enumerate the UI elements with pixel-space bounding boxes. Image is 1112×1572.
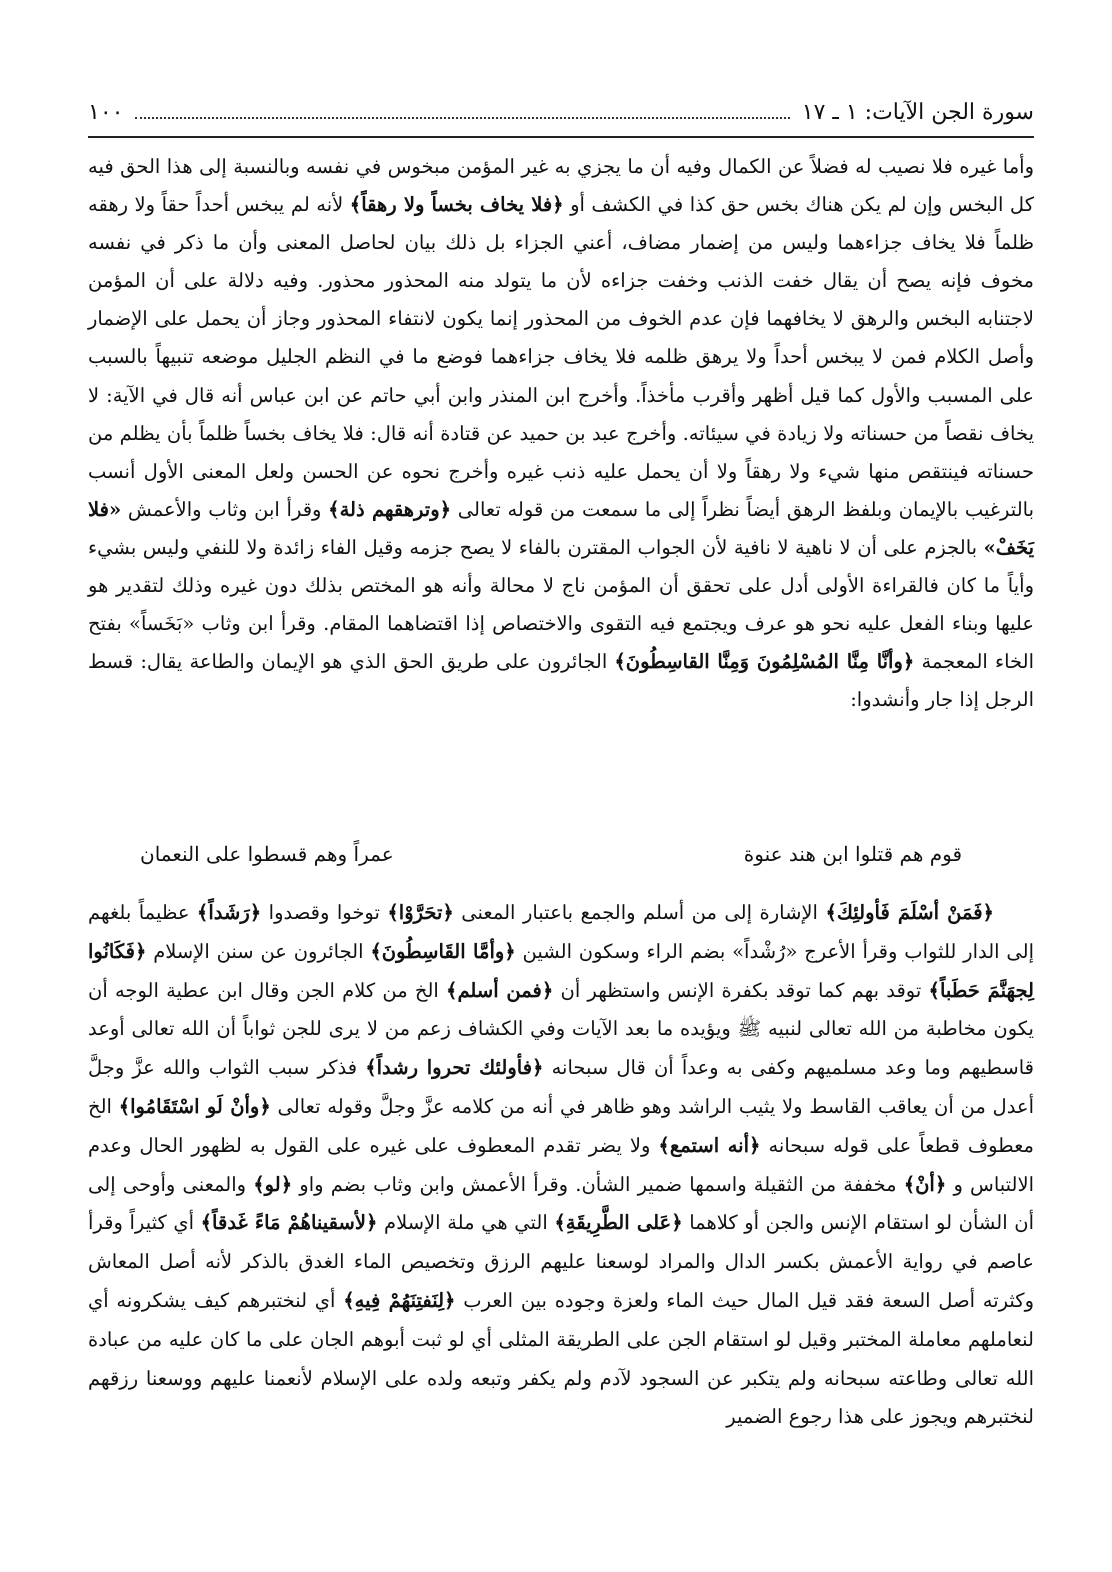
quran-quote: ﴿لِنَفتِنَهُمْ فِيهِ﴾ xyxy=(343,1288,456,1312)
quran-quote: ﴿فَمَنْ أسْلَمَ فَأولئِكَ﴾ xyxy=(825,901,994,924)
text-run: الجائرون على طريق الحق الذي هو الإيمان والطاعة يقال: قسط الرجل إذا جار وأنشدوا: xyxy=(88,650,1034,712)
commentary-block-2 xyxy=(88,894,1034,1437)
quran-quote: ﴿وأنْ لَو اسْتَقَامُوا﴾ xyxy=(118,1094,271,1118)
text-run: عظيماً بلغهم إلى الدار للثواب وقرأ الأعرج «رُشْداً» بضم الراء وسكون الشين xyxy=(88,901,1034,963)
quran-quote: ﴿وأمَّا القَاسِطُونَ﴾ xyxy=(370,939,516,963)
commentary-paragraph xyxy=(88,148,1034,719)
text-run: توقد بهم كما توقد بكفرة الإنس واستظهر أن xyxy=(553,978,929,1002)
commentary-block-1 xyxy=(88,148,1034,719)
header-dot-leader xyxy=(135,117,789,119)
quran-quote: ﴿رَشَداً﴾ xyxy=(196,901,262,924)
text-run: مخففة من الثقيلة واسمها ضمير الشأن. وقرأ الأعمش وابن وثاب بضم واو xyxy=(292,1172,904,1196)
text-run: الإشارة إلى من أسلم والجمع باعتبار المعنى xyxy=(453,901,826,924)
text-run: توخوا وقصدوا xyxy=(261,901,388,924)
text-run: التي هي ملة الإسلام xyxy=(377,1211,555,1235)
quran-quote: ﴿تحَرَّوْا﴾ xyxy=(387,901,454,924)
quran-quote: ﴿فأولئك تحروا رشداً﴾ xyxy=(365,1056,544,1080)
quran-quote: ﴿عَلى الطَّرِيقَةِ﴾ xyxy=(554,1211,683,1235)
header-rule xyxy=(88,136,1034,138)
text-run: الجائرون عن سنن الإسلام xyxy=(146,939,371,963)
verse-second-hemistich: عمراً وهم قسطوا على النعمان xyxy=(140,842,394,866)
text-run: وأما غيره فلا نصيب له فضلاً عن الكمال وفيه أن ما يجزي به غير المؤمن مبخوس في نفسه وبالنسبة إلى هذا الحق فيه كل البخس وإن لم يكن هناك بخس حق كذا في الكشف أو xyxy=(88,155,1034,217)
text-run: الخ من كلام الجن وقال ابن عطية الوجه أن يكون مخاطبة من الله تعالى لنبيه ﷺ ويؤيده ما بعد الآيات وفي الكشاف زعم من لا يرى للجن ثواباً أن الله تعالى أوعد قاسطيهم وما وعد مسلميهم وكفى به وعداً أن قال سبحانه xyxy=(88,978,1034,1080)
quran-quote: ﴿أنْ﴾ xyxy=(903,1172,947,1196)
text-run: وقرأ ابن وثاب والأعمش xyxy=(121,497,329,521)
quran-quote: ﴿أنه استمع﴾ xyxy=(658,1133,761,1157)
commentary-paragraph xyxy=(88,894,1034,1437)
text-run: بالجزم على أن لا ناهية لا نافية لأن الجواب المقترن بالفاء لا يصح جزمه وقيل الفاء زائدة ولا للنفي وليس بشيء وأياً ما كان فالقراءة الأولى أدل على تحقق أن المؤمن ناج لا محالة وأنه هو المختص بذلك دون غيره وذلك لتقدير هو عليها وبناء الفعل عليه نحو هو عرف ويجتمع فيه التقوى والاختصاص إذا اقتضاهما المقام. وقرأ ابن وثاب «بَخَساً» بفتح الخاء المعجمة xyxy=(88,535,1035,674)
quran-quote: ﴿فلا يخاف بخساً ولا رهقاً﴾ xyxy=(349,193,564,217)
text-run: والمعنى وأوحى إلى أن الشأن لو استقام الإنس والجن أو كلاهما xyxy=(88,1172,1034,1235)
page-header xyxy=(88,92,1034,132)
text-run: فذكر سبب الثواب والله عزَّ وجلَّ أعدل من أن يعاقب القاسط ولا يثيب الراشد وهو ظاهر في أنه من كلامه عزَّ وجلَّ وقوله تعالى xyxy=(88,1056,1034,1118)
quran-quote: ﴿وأنَّا مِنَّا المُسْلِمُونَ وَمِنَّا القاسِطُونَ﴾ xyxy=(614,650,915,674)
text-run: لأنه لم يبخس أحداً حقاً ولا رهقه ظلماً فلا يخاف جزاءهما وليس من إضمار مضاف، أعني الجزاء بل ذلك بيان لحاصل المعنى وأن ما ذكر في نفسه مخوف فإنه يصح أن يقال خفت الذنب وخفت جزاءه لأن ما يتولد منه المحذور محذور. وفيه دلالة على أن المؤمن لاجتنابه البخس والرهق لا يخافهما فإن عدم الخوف من المحذور إنما يكون لانتفاء المحذور وجاز أن يحمل على الإضمار وأصل الكلام فمن لا يبخس أحداً ولا يرهق ظلمه فلا يخاف جزاءهما فوضع ما في النظم الجليل موضعه تنبيهاً بالسبب على المسبب والأول كما قيل أظهر وأقرب مأخذاً. وأخرج ابن المنذر وابن أبي حاتم عن ابن عباس أنه قال في الآية: لا يخاف نقصاً من حسناته ولا زيادة في سيئاته. وأخرج عبد بن حميد عن قتادة أنه قال: فلا يخاف بخساً ظلماً بأن يظلم من حسناته فينتقص منها شيء ولا رهقاً ولا أن يحمل عليه ذنب غيره وأخرج نحوه عن الحسن ولعل المعنى الأول أنسب بالترغيب بالإيمان وبلفظ الرهق أيضاً نظراً إلى ما سمعت من قوله تعالى xyxy=(88,193,1035,521)
quran-quote: ﴿فمن أسلم﴾ xyxy=(446,978,554,1002)
sura-title: سورة الجن الآيات: ١ ـ ١٧ xyxy=(801,99,1034,125)
reading-variant: «فلا يَخَفْ» xyxy=(88,497,1034,559)
poetry-verse xyxy=(140,842,962,866)
page-number: ١٠٠ xyxy=(88,99,124,125)
quran-quote: ﴿فَكَانُوا لِجهَنَّمَ حَطَباً﴾ xyxy=(88,939,1034,1002)
quran-quote: ﴿لأسقيناهُمْ مَاءً غَدقاً﴾ xyxy=(200,1211,378,1235)
quran-quote: ﴿وترهقهم ذلة﴾ xyxy=(328,497,452,521)
text-run: أي لنختبرهم كيف يشكرونه أي لنعاملهم معاملة المختبر وقيل لو استقام الجن على الطريقة المثلى أي لو ثبت أبوهم الجان على ما كان عليه من عبادة الله تعالى وطاعته سبحانه ولم يتكبر عن السجود لآدم ولم يكفر وتبعه ولده على الإسلام لأنعمنا عليهم ووسعنا رزقهم لنختبرهم ويجوز على هذا رجوع الضمير xyxy=(88,1288,1034,1429)
text-run: ولا يضر تقدم المعطوف على غيره على القول به لظهور الحال وعدم الالتباس و xyxy=(88,1133,1035,1196)
text-run: الخ معطوف قطعاً على قوله سبحانه xyxy=(88,1094,1034,1157)
quran-quote: ﴿لو﴾ xyxy=(253,1172,293,1196)
verse-first-hemistich: قوم هم قتلوا ابن هند عنوة xyxy=(743,842,962,866)
text-run: أي كثيراً وقرأ عاصم في رواية الأعمش بكسر الدال والمراد لوسعنا عليهم الرزق وتخصيص الماء الغدق بالذكر لأنه أصل المعاش وكثرته أصل السعة فقد قيل المال حيث الماء ولعزة وجوده بين العرب xyxy=(88,1211,1034,1312)
